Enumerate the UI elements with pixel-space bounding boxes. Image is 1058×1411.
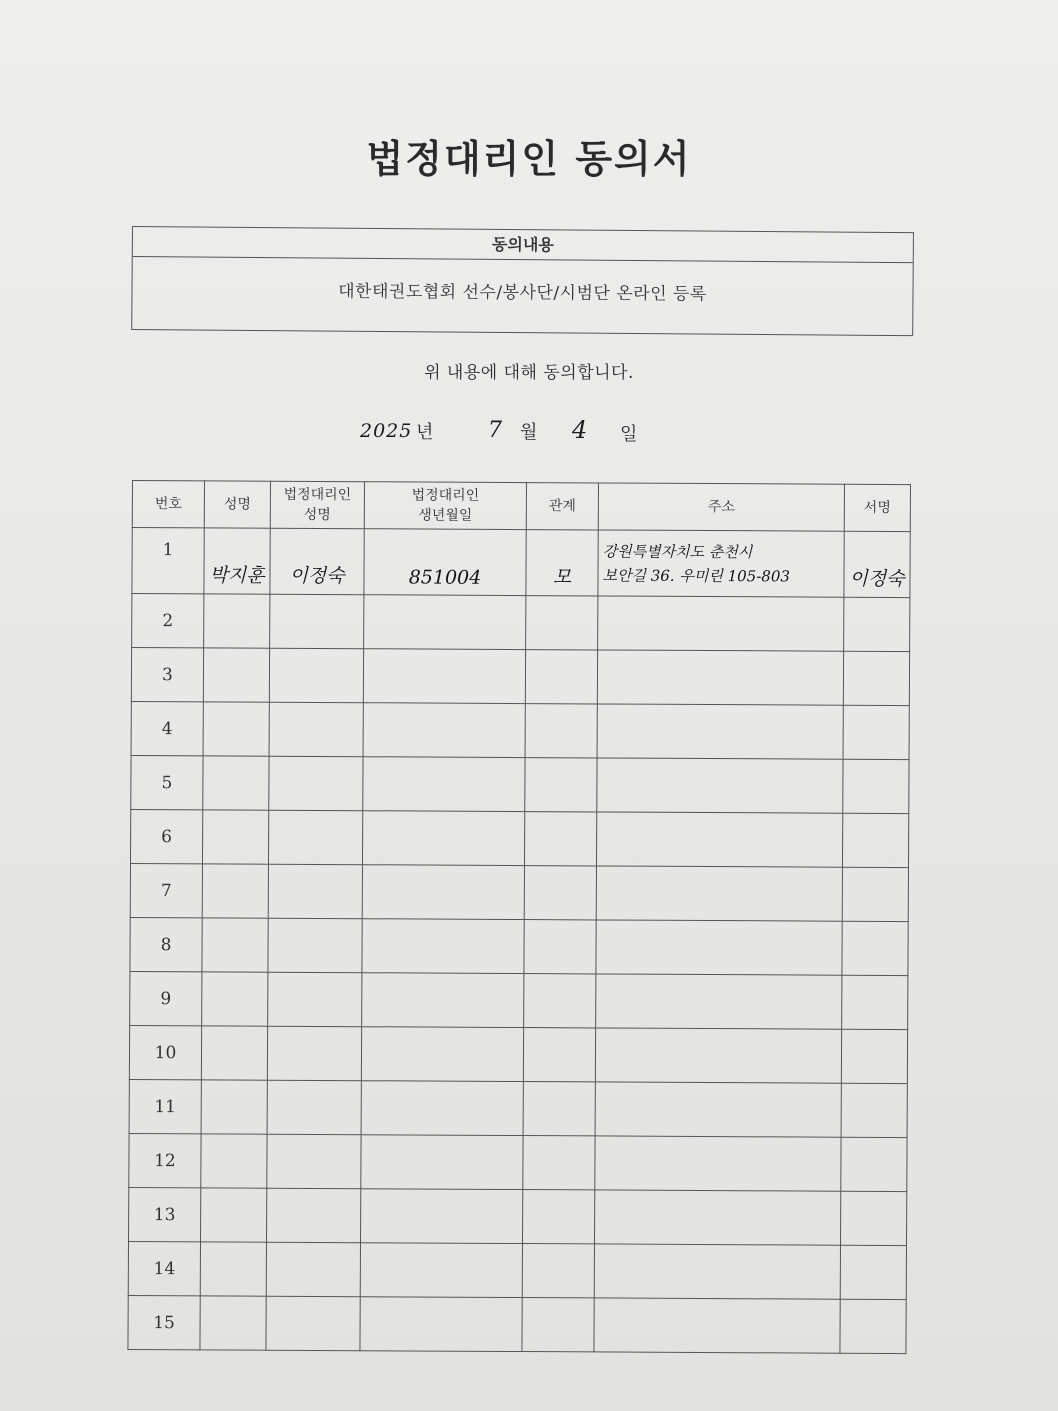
row-address — [597, 758, 843, 813]
table-row — [128, 1295, 906, 1353]
header-guardian-birth — [364, 482, 526, 530]
row-number: 5 — [131, 755, 203, 809]
table-row — [131, 648, 909, 706]
header-relation: 관계 — [526, 483, 598, 530]
row-guardian-name — [269, 702, 363, 756]
date-month: 7 — [488, 418, 503, 443]
row-address — [595, 1136, 841, 1191]
row-name — [204, 594, 270, 648]
consent-header: 동의내용 — [133, 227, 913, 263]
row-signature — [841, 1191, 907, 1245]
row-address — [594, 1244, 840, 1299]
date-row — [0, 416, 1058, 452]
row-number: 15 — [128, 1295, 200, 1349]
row-name — [201, 1188, 267, 1242]
row-relation — [525, 704, 597, 758]
roster-table — [127, 480, 911, 1354]
table-row — [132, 528, 910, 598]
table-row — [130, 809, 908, 867]
row-number: 7 — [130, 863, 202, 917]
row-address — [595, 1028, 841, 1083]
table-row — [132, 594, 910, 652]
row-name — [202, 918, 268, 972]
row-guardian-name — [269, 648, 363, 702]
row-relation — [522, 1244, 594, 1298]
date-day-label: 일 — [620, 424, 638, 445]
row-number: 11 — [129, 1079, 201, 1133]
row-address — [598, 530, 844, 597]
row-relation — [522, 1298, 594, 1352]
row-guardian-birth — [363, 649, 525, 704]
row-guardian-birth — [360, 1243, 522, 1298]
row-name — [203, 648, 269, 702]
row-address-line2: 보안길 36. 우미린 105-803 — [602, 565, 790, 585]
row-signature — [843, 759, 909, 813]
roster-table-wrap — [127, 480, 910, 1354]
row-signature — [840, 1299, 906, 1353]
row-relation: 모 — [526, 530, 598, 596]
row-relation — [523, 1082, 595, 1136]
row-guardian-name — [266, 1296, 360, 1350]
row-guardian-name — [266, 1242, 360, 1296]
row-number: 14 — [128, 1241, 200, 1295]
row-guardian-birth — [363, 757, 525, 812]
row-address — [594, 1298, 840, 1353]
row-guardian-name — [270, 594, 364, 648]
consent-body: 대한태권도협회 선수/봉사단/시범단 온라인 등록 — [338, 281, 707, 305]
header-guardian-name — [270, 481, 364, 528]
row-guardian-name — [267, 1080, 361, 1134]
row-number: 10 — [129, 1025, 201, 1079]
row-number: 9 — [130, 971, 202, 1025]
header-guardian-birth-line2: 생년월일 — [418, 507, 473, 524]
row-address — [596, 866, 842, 921]
row-signature — [844, 597, 910, 651]
table-row — [128, 1241, 906, 1299]
row-name — [201, 1026, 267, 1080]
row-guardian-name — [269, 756, 363, 810]
consent-box — [131, 226, 914, 336]
table-row — [129, 1187, 907, 1245]
header-guardian-name-line1: 법정대리인 — [283, 486, 352, 504]
row-signature — [843, 705, 909, 759]
agree-statement: 위 내용에 대해 동의합니다. — [424, 363, 634, 383]
row-relation — [523, 1190, 595, 1244]
row-address — [596, 812, 842, 867]
row-number: 8 — [130, 917, 202, 971]
row-signature — [840, 1245, 906, 1299]
row-signature — [842, 921, 908, 975]
row-address-line1: 강원특별자치도 춘천시 — [602, 541, 753, 561]
roster-body — [128, 528, 910, 1354]
row-address — [597, 704, 843, 759]
row-relation — [524, 866, 596, 920]
row-name — [202, 864, 268, 918]
row-name — [202, 810, 268, 864]
row-address — [595, 1082, 841, 1137]
row-signature — [842, 867, 908, 921]
row-number: 4 — [131, 701, 203, 755]
row-guardian-birth — [361, 1189, 523, 1244]
row-guardian-birth — [362, 811, 524, 866]
table-row — [130, 917, 908, 975]
header-address: 주소 — [598, 483, 844, 531]
row-guardian-birth — [363, 703, 525, 758]
row-relation — [526, 596, 598, 650]
row-name — [201, 1134, 267, 1188]
row-name — [202, 972, 268, 1026]
row-signature — [841, 1029, 907, 1083]
row-guardian-birth — [362, 919, 524, 974]
row-guardian-birth — [364, 595, 526, 650]
row-guardian-name — [268, 864, 362, 918]
row-guardian-birth — [361, 1135, 523, 1190]
row-signature — [842, 975, 908, 1029]
row-name — [203, 702, 269, 756]
row-guardian-birth — [361, 1081, 523, 1136]
row-address — [598, 596, 844, 651]
row-guardian-name — [268, 918, 362, 972]
date-year: 2025 — [360, 420, 413, 442]
header-no: 번호 — [132, 481, 204, 528]
row-relation — [523, 1136, 595, 1190]
row-signature — [841, 1083, 907, 1137]
row-number: 3 — [131, 648, 203, 702]
row-name — [200, 1296, 266, 1350]
row-number: 6 — [130, 809, 202, 863]
table-row — [129, 1079, 907, 1137]
row-guardian-birth — [362, 865, 524, 920]
header-guardian-birth-line1: 법정대리인 — [411, 487, 480, 504]
table-row — [130, 971, 908, 1029]
row-address — [596, 974, 842, 1029]
table-row — [129, 1133, 907, 1191]
date-day: 4 — [572, 416, 589, 444]
row-guardian-birth — [361, 1027, 523, 1082]
row-address — [597, 650, 843, 705]
row-number: 2 — [132, 594, 204, 648]
row-signature — [843, 651, 909, 705]
header-guardian-name-line2: 성명 — [303, 506, 331, 524]
row-guardian-name — [268, 972, 362, 1026]
row-number: 12 — [129, 1133, 201, 1187]
row-signature: 이정숙 — [844, 531, 910, 597]
date-year-label: 년 — [416, 422, 434, 443]
row-address — [596, 920, 842, 975]
row-number: 13 — [129, 1187, 201, 1241]
row-guardian-birth — [360, 1297, 522, 1352]
row-number: 1 — [132, 528, 204, 594]
row-name — [201, 1080, 267, 1134]
row-relation — [523, 1028, 595, 1082]
row-name — [203, 756, 269, 810]
row-name — [200, 1242, 266, 1296]
row-guardian-name: 이정숙 — [270, 528, 364, 594]
table-row — [130, 863, 908, 921]
row-relation — [524, 920, 596, 974]
row-relation — [525, 650, 597, 704]
row-address — [595, 1190, 841, 1245]
date-month-label: 월 — [520, 422, 538, 443]
row-relation — [525, 758, 597, 812]
row-guardian-name — [267, 1026, 361, 1080]
row-guardian-birth: 851004 — [364, 529, 526, 596]
row-signature — [842, 813, 908, 867]
row-relation — [524, 974, 596, 1028]
row-guardian-name — [267, 1134, 361, 1188]
header-name: 성명 — [204, 481, 270, 528]
row-guardian-birth — [362, 973, 524, 1028]
row-signature — [841, 1137, 907, 1191]
row-guardian-name — [267, 1188, 361, 1242]
row-guardian-name — [268, 810, 362, 864]
row-name: 박지훈 — [204, 528, 270, 594]
table-row — [131, 701, 909, 759]
table-row — [129, 1025, 907, 1083]
header-signature: 서명 — [844, 484, 910, 531]
table-header-row — [132, 481, 910, 532]
table-row — [131, 755, 909, 813]
document-title: 법정대리인 동의서 — [366, 137, 692, 181]
row-relation — [524, 812, 596, 866]
